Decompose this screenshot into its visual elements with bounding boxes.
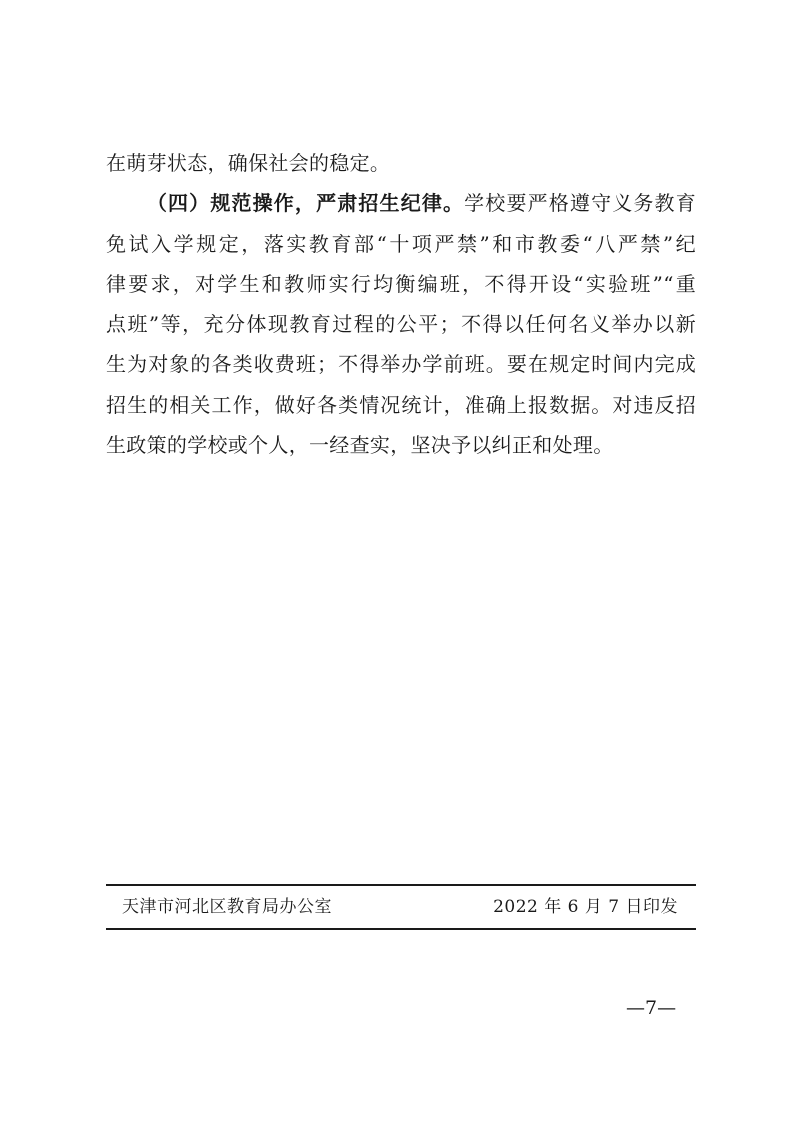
- line-text: 招生的相关工作，做好各类情况统计，准确上报数据。对违反招: [106, 392, 696, 417]
- page-number: —7—: [626, 997, 677, 1019]
- paragraph-line: [106, 425, 696, 465]
- paragraph-line: [106, 344, 696, 384]
- line-text: 免试入学规定，落实教育部“十项严禁”和市教委“八严禁”纪: [106, 231, 696, 256]
- line-text: 生为对象的各类收费班；不得举办学前班。要在规定时间内完成: [106, 352, 696, 377]
- paragraph-line: [106, 224, 696, 264]
- paragraph-line: [106, 385, 696, 425]
- issuing-office: 天津市河北区教育局办公室: [122, 897, 332, 917]
- paragraph-line: [106, 264, 696, 304]
- line-text: 生政策的学校或个人，一经查实，坚决予以纠正和处理。: [106, 433, 614, 458]
- paragraph-line: [106, 143, 696, 183]
- colophon: [106, 884, 696, 930]
- line-text: 在萌芽状态，确保社会的稳定。: [106, 151, 391, 175]
- body-text: [106, 143, 696, 465]
- line-text: 学校要严格遵守义务教育: [464, 191, 696, 216]
- paragraph-line: [106, 183, 696, 223]
- line-text: 点班”等，充分体现教育过程的公平；不得以任何名义举办以新: [106, 312, 696, 337]
- line-text: 律要求，对学生和教师实行均衡编班，不得开设“实验班”“重: [106, 271, 696, 296]
- issue-date: 2022 年 6 月 7 日印发: [493, 897, 678, 917]
- section-heading: （四）规范操作，严肃招生纪律。: [146, 191, 465, 216]
- paragraph-line: [106, 304, 696, 344]
